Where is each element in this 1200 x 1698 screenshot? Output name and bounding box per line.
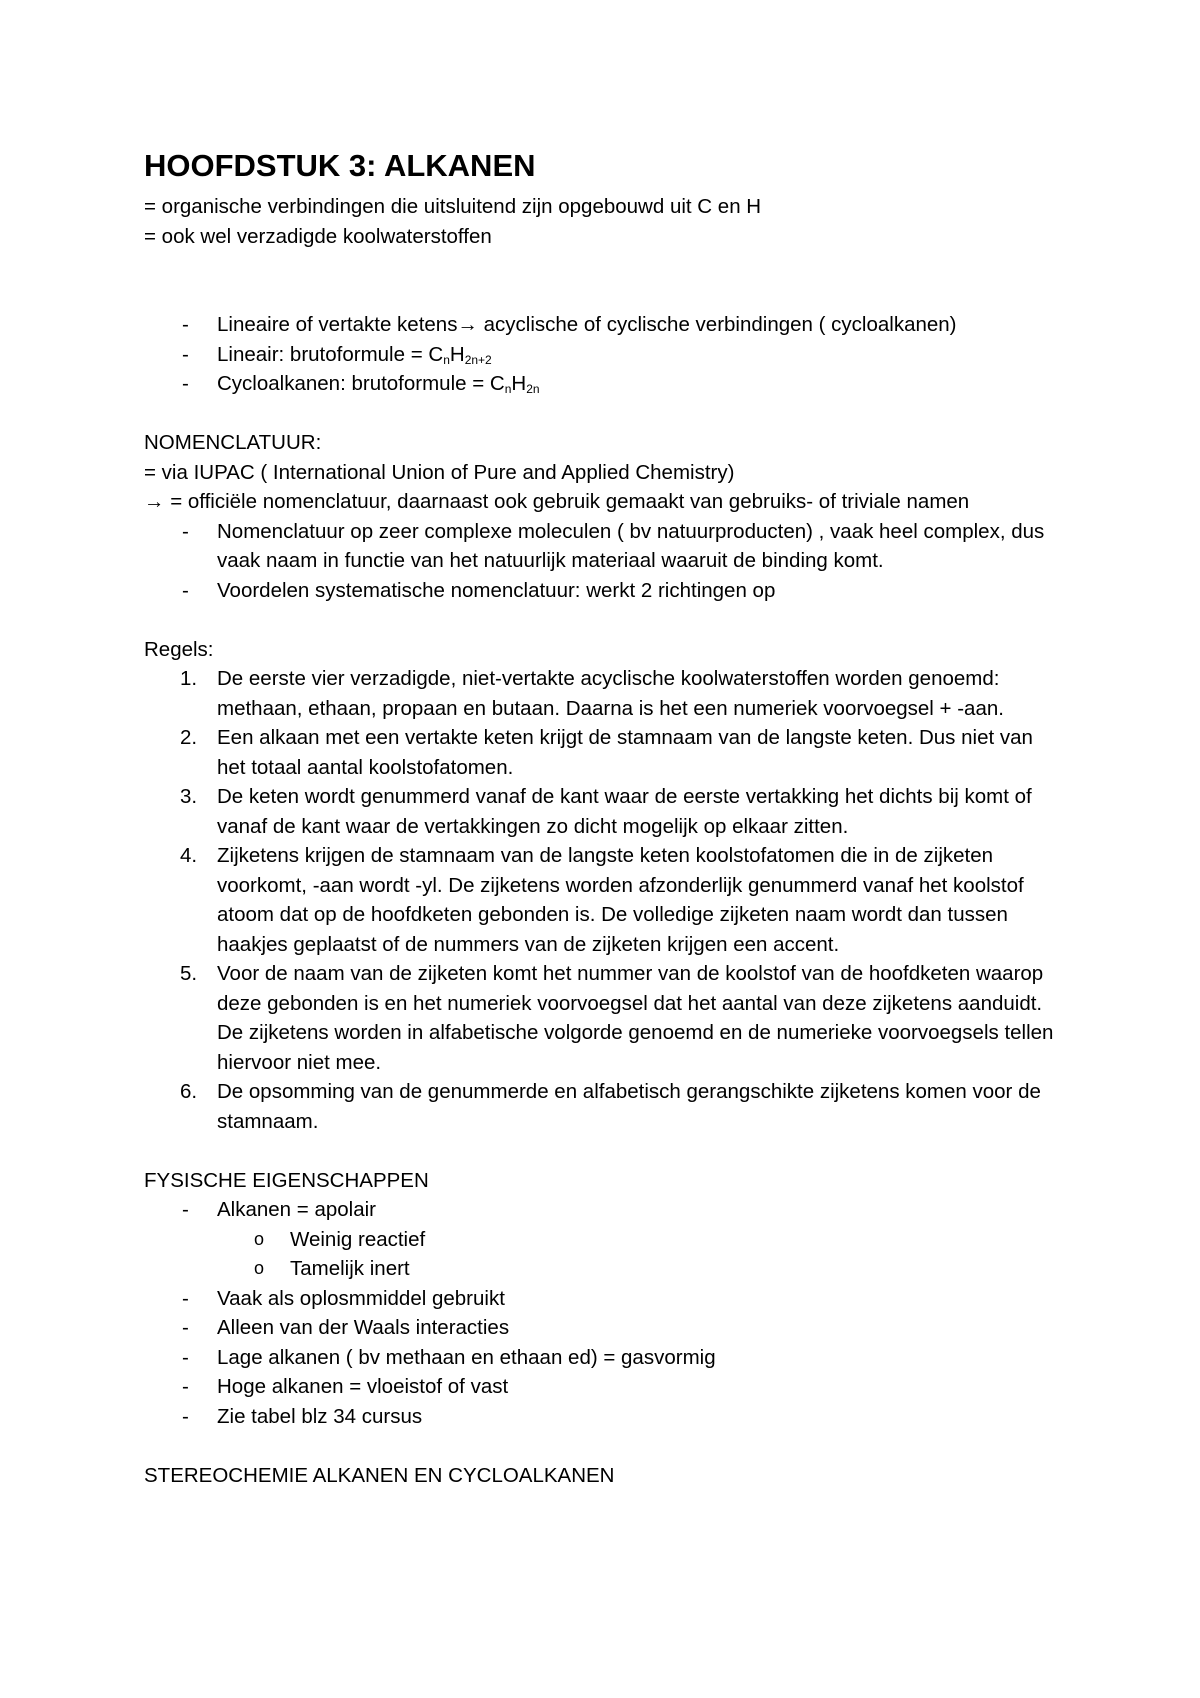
list-item: - Alkanen = apolair	[144, 1195, 1064, 1225]
list-item: o Weinig reactief	[144, 1225, 1064, 1255]
spacer	[144, 399, 1064, 429]
dash-marker: -	[182, 342, 189, 366]
intro-line-2: = ook wel verzadigde koolwaterstoffen	[144, 224, 492, 248]
regels-numbered-list	[144, 664, 1064, 1136]
circle-bullet-icon: o	[254, 1258, 265, 1278]
document-body	[144, 144, 1064, 1490]
list-item: - Hoge alkanen = vloeistof of vast	[144, 1372, 1064, 1402]
chapter-title: HOOFDSTUK 3: ALKANEN	[144, 148, 536, 183]
spacer	[144, 1431, 1064, 1461]
list-number: 3.	[180, 785, 198, 808]
section-heading-fysisch: FYSISCHE EIGENSCHAPPEN	[144, 1168, 429, 1192]
nomenclatuur-line-2: → = officiële nomenclatuur, daarnaast ook gebruik gemaakt van gebruiks- of triviale namen	[144, 490, 970, 513]
spacer	[144, 1136, 1064, 1166]
spacer	[144, 605, 1064, 635]
nomenclatuur-bullet-list	[144, 517, 1064, 606]
list-item: 6. De opsomming van de genummerde en alfabetisch gerangschikte zijketens komen voor de stamnaam.	[144, 1077, 1064, 1136]
list-number: 4.	[180, 844, 198, 867]
section-heading-stereochemie: STEREOCHEMIE ALKANEN EN CYCLOALKANEN	[144, 1463, 615, 1487]
dash-marker: -	[182, 313, 189, 336]
section-heading-nomenclatuur: NOMENCLATUUR:	[144, 431, 322, 454]
list-number: 2.	[180, 726, 198, 749]
fysisch-bullet-list-continued	[144, 1284, 1064, 1432]
dash-marker: -	[182, 519, 189, 543]
dash-marker: -	[182, 1316, 189, 1339]
dash-marker: -	[182, 1198, 189, 1221]
list-item: 4. Zijketens krijgen de stamnaam van de langste keten koolstofatomen die in de zijketen voorkomt, -aan wordt -yl. De zijketens worden afzonderlijk genummerd vanaf het koolstof atoom dat op de hoofdketen gebonden is. De volledige zijketen naam wordt dan tussen haakjes geplaatst of de nummers van de zijketen krijgen een accent.	[144, 841, 1064, 959]
list-item: 3. De keten wordt genummerd vanaf de kant waar de eerste vertakking het dichts bij komt of vanaf de kant waar de vertakkingen zo dicht mogelijk op elkaar zitten.	[144, 782, 1064, 841]
list-item: - Vaak als oplosmmiddel gebruikt	[144, 1284, 1064, 1314]
list-number: 6.	[180, 1080, 198, 1103]
dash-marker: -	[182, 372, 189, 395]
list-item: 5. Voor de naam van de zijketen komt het nummer van de koolstof van de hoofdketen waarop deze gebonden is en het numeriek voorvoegsel dat het aantal van deze zijketens aanduidt. De zijketens worden in alfabetische volgorde genoemd en de numerieke voorvoegsels tellen hiervoor niet mee.	[144, 959, 1064, 1077]
circle-bullet-icon: o	[254, 1228, 265, 1249]
list-item: - Voordelen systematische nomenclatuur: werkt 2 richtingen op	[144, 576, 1064, 606]
list-item: - Nomenclatuur op zeer complexe moleculen ( bv natuurproducten) , vaak heel complex, dus vaak naam in functie van het natuurlijk materiaal waaruit de binding komt.	[144, 517, 1064, 576]
intro-line-1: = organische verbindingen die uitsluitend zijn opgebouwd uit C en H	[144, 195, 762, 218]
list-item: 1. De eerste vier verzadigde, niet-vertakte acyclische koolwaterstoffen worden genoemd: methaan, ethaan, propaan en butaan. Daarna is het een numeriek voorvoegsel + -aan.	[144, 664, 1064, 723]
fysisch-bullet-list	[144, 1195, 1064, 1225]
structure-bullet-list	[144, 310, 1064, 399]
dash-marker: -	[182, 1404, 189, 1428]
list-item: - Zie tabel blz 34 cursus	[144, 1402, 1064, 1432]
section-heading-regels: Regels:	[144, 637, 214, 661]
spacer	[144, 251, 1064, 310]
dash-marker: -	[182, 1375, 189, 1398]
arrow-right-icon: →	[144, 490, 165, 513]
dash-marker: -	[182, 1286, 189, 1310]
list-item: o Tamelijk inert	[144, 1254, 1064, 1284]
list-item: - Lineair: brutoformule = $C_nH_{2n+2}$	[144, 340, 1064, 370]
dash-marker: -	[182, 1345, 189, 1369]
list-number: 5.	[180, 962, 198, 985]
list-item: - Lage alkanen ( bv methaan en ethaan ed) = gasvormig	[144, 1343, 1064, 1373]
list-item: - Cycloalkanen: brutoformule = $C_nH_{2n}$	[144, 369, 1064, 399]
dash-marker: -	[182, 578, 189, 602]
list-item: 2. Een alkaan met een vertakte keten krijgt de stamnaam van de langste keten. Dus niet van het totaal aantal koolstofatomen.	[144, 723, 1064, 782]
list-item: - Alleen van der Waals interacties	[144, 1313, 1064, 1343]
nomenclatuur-line-1: = via IUPAC ( International Union of Pure and Applied Chemistry)	[144, 460, 735, 484]
list-number: 1.	[180, 667, 198, 690]
arrow-right-icon: →	[457, 313, 478, 336]
fysisch-sub-list	[144, 1225, 1064, 1284]
list-item: - Lineaire of vertakte ketens→ acyclische of cyclische verbindingen ( cycloalkanen)	[144, 310, 1064, 340]
